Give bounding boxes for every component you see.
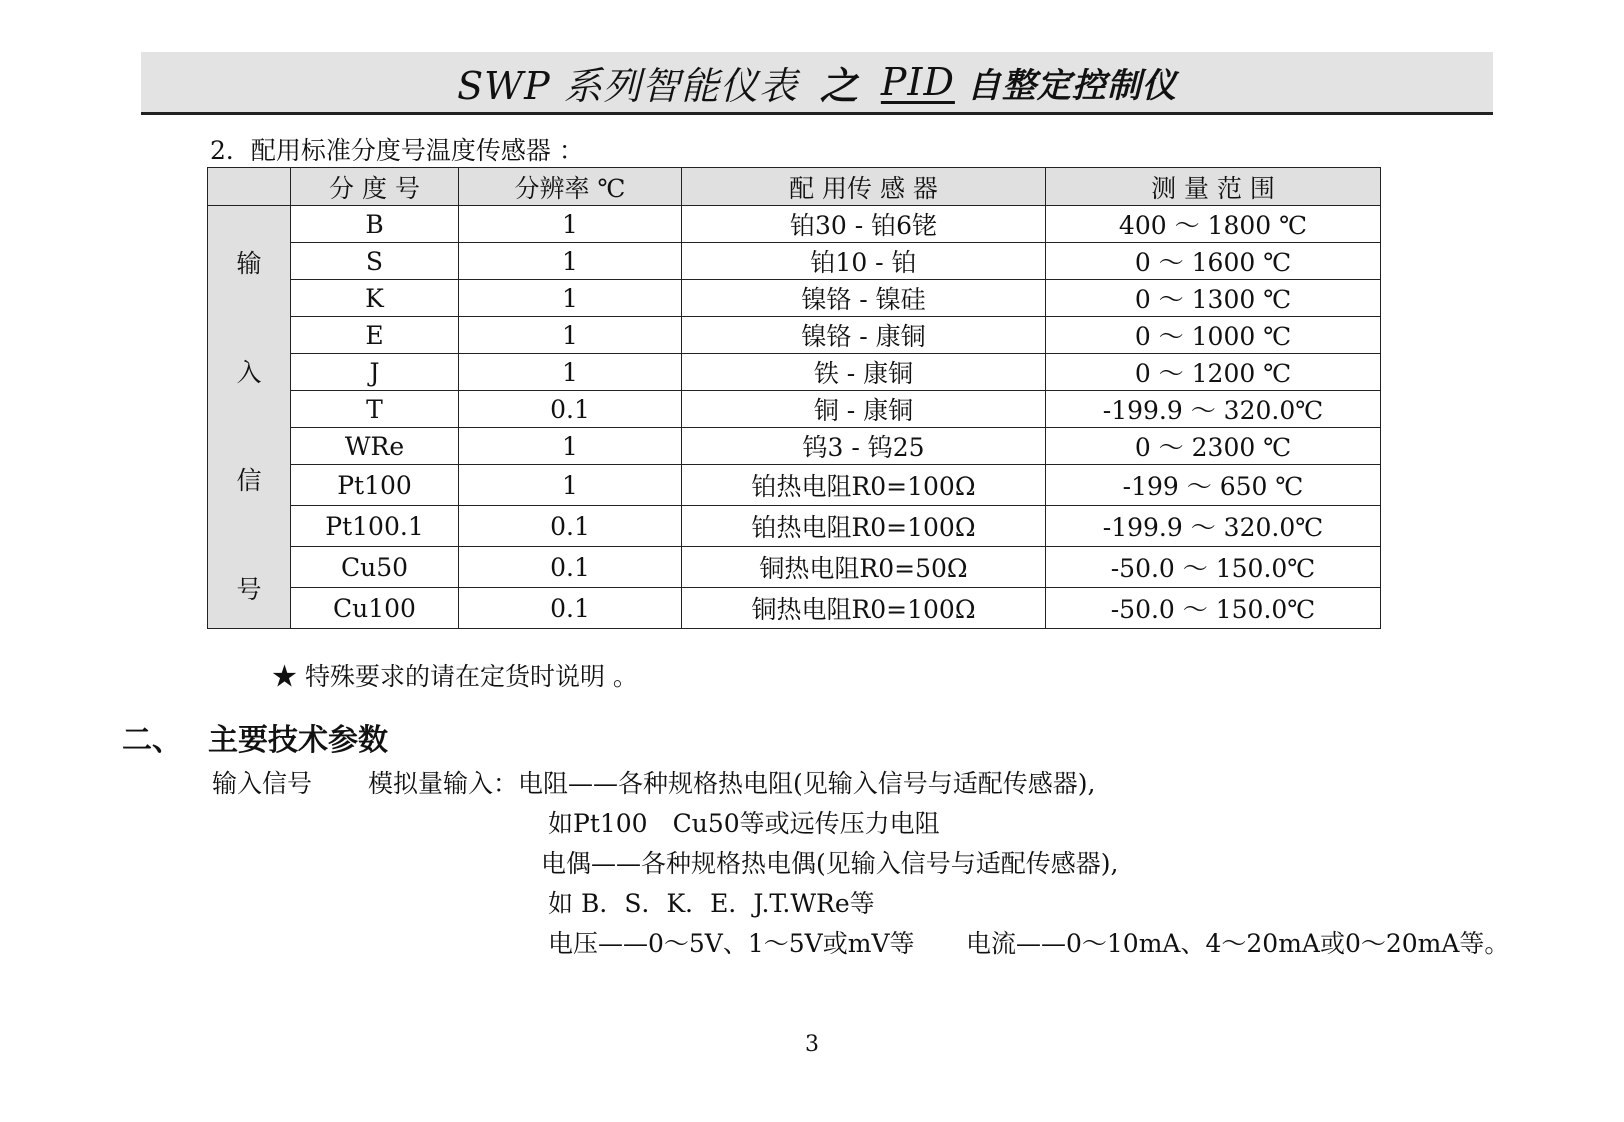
cell-range: 0 ～ 1200 ℃: [1046, 354, 1381, 391]
cell-range: 400 ～ 1800 ℃: [1046, 206, 1381, 243]
cell-resolution: 1: [459, 317, 682, 354]
cell-sensor: 镍铬 - 康铜: [682, 317, 1046, 354]
table-row: [208, 391, 1381, 428]
table-row: [208, 588, 1381, 629]
col-header-resolution: 分辨率 ℃: [459, 168, 682, 206]
side-char: 信: [236, 466, 262, 496]
col-header-code: 分 度 号: [291, 168, 459, 206]
cell-resolution: 0.1: [459, 588, 682, 629]
header-diagonal-cell: [208, 168, 291, 206]
cell-sensor: 铜热电阻R0=100Ω: [682, 588, 1046, 629]
cell-code: B: [291, 206, 459, 243]
param-label-input-signal: 输入信号: [212, 769, 313, 798]
cell-sensor: 铂热电阻R0=100Ω: [682, 506, 1046, 547]
param-line-3: 电偶——各种规格热电偶(见输入信号与适配传感器),: [541, 849, 1119, 878]
section-title: 主要技术参数: [208, 723, 388, 758]
table-row: [208, 280, 1381, 317]
cell-range: -199.9 ～ 320.0℃: [1046, 506, 1381, 547]
cell-resolution: 1: [459, 206, 682, 243]
cell-resolution: 0.1: [459, 547, 682, 588]
cell-range: 0 ～ 1000 ℃: [1046, 317, 1381, 354]
table-row: [208, 206, 1381, 243]
cell-range: -50.0 ～ 150.0℃: [1046, 547, 1381, 588]
cell-code: Pt100: [291, 465, 459, 506]
cell-range: -50.0 ～ 150.0℃: [1046, 588, 1381, 629]
cell-code: WRe: [291, 428, 459, 465]
input-signal-label: [208, 206, 291, 629]
param-line-2: 如Pt100 Cu50等或远传压力电阻: [548, 809, 940, 838]
cell-code: K: [291, 280, 459, 317]
cell-code: S: [291, 243, 459, 280]
param-line-1: 模拟量输入：电阻——各种规格热电阻(见输入信号与适配传感器),: [368, 769, 1096, 798]
sensor-table: [207, 167, 1381, 629]
table-row: [208, 465, 1381, 506]
header-pid: PID: [880, 60, 955, 104]
cell-sensor: 铂30 - 铂6铑: [682, 206, 1046, 243]
cell-sensor: 钨3 - 钨25: [682, 428, 1046, 465]
cell-resolution: 1: [459, 354, 682, 391]
cell-code: T: [291, 391, 459, 428]
order-note: ★ 特殊要求的请在定货时说明 。: [272, 662, 638, 691]
table-row: [208, 243, 1381, 280]
param-line-5-voltage: 电压——0～5V、1～5V或mV等: [548, 929, 915, 958]
cell-resolution: 1: [459, 465, 682, 506]
table-row: [208, 506, 1381, 547]
cell-range: 0 ～ 2300 ℃: [1046, 428, 1381, 465]
param-line-5-current: 电流——0～10mA、4～20mA或0～20mA等。: [966, 929, 1510, 958]
cell-range: 0 ～ 1300 ℃: [1046, 280, 1381, 317]
cell-range: -199.9 ～ 320.0℃: [1046, 391, 1381, 428]
cell-sensor: 铜 - 康铜: [682, 391, 1046, 428]
cell-resolution: 1: [459, 428, 682, 465]
page-number: 3: [805, 1032, 819, 1057]
table-caption: 2．配用标准分度号温度传感器 ：: [210, 136, 584, 165]
cell-code: Cu100: [291, 588, 459, 629]
cell-range: 0 ～ 1600 ℃: [1046, 243, 1381, 280]
cell-sensor: 镍铬 - 镍硅: [682, 280, 1046, 317]
cell-resolution: 1: [459, 243, 682, 280]
side-char: 入: [236, 357, 262, 387]
side-char: 号: [236, 574, 262, 604]
table-row: [208, 317, 1381, 354]
table-row: [208, 428, 1381, 465]
side-char: 输: [236, 249, 262, 278]
cell-code: Cu50: [291, 547, 459, 588]
section-number: 二、: [122, 723, 182, 758]
cell-code: Pt100.1: [291, 506, 459, 547]
table-row: [208, 354, 1381, 391]
cell-resolution: 0.1: [459, 391, 682, 428]
cell-sensor: 铜热电阻R0=50Ω: [682, 547, 1046, 588]
table-row: [208, 547, 1381, 588]
header-product: 自整定控制仪: [966, 65, 1177, 106]
col-header-sensor: 配 用传 感 器: [682, 168, 1046, 206]
col-header-range: 测 量 范 围: [1046, 168, 1381, 206]
param-line-4: 如 B．S．K．E．J.T.WRe等: [548, 889, 875, 918]
cell-resolution: 1: [459, 280, 682, 317]
cell-sensor: 铂10 - 铂: [682, 243, 1046, 280]
cell-code: E: [291, 317, 459, 354]
header-series: SWP 系列智能仪表: [457, 63, 798, 108]
cell-sensor: 铂热电阻R0=100Ω: [682, 465, 1046, 506]
cell-range: -199 ～ 650 ℃: [1046, 465, 1381, 506]
cell-code: J: [291, 354, 459, 391]
cell-sensor: 铁 - 康铜: [682, 354, 1046, 391]
cell-resolution: 0.1: [459, 506, 682, 547]
page-header: [141, 52, 1493, 115]
header-separator: 之: [819, 62, 859, 108]
section-heading: [122, 715, 388, 759]
